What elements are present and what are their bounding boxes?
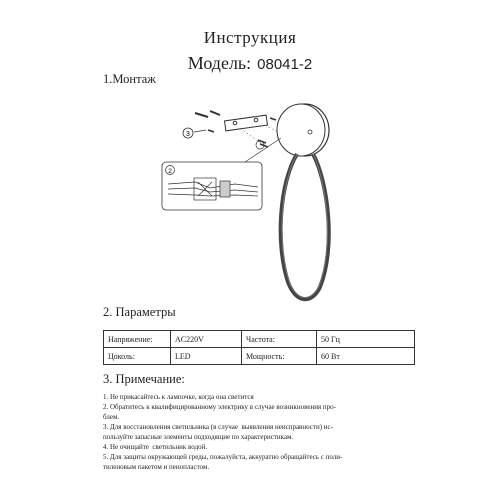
model-row [0, 53, 500, 74]
list-item: 5. Для защиты окружающей среды, пожалуйста, аккуратно обращайтесь с поли- [103, 453, 343, 461]
param-value-socket: LED [171, 348, 242, 365]
model-number: 08041-2 [257, 56, 313, 73]
step-3-label: 3 [186, 131, 190, 138]
params-table [103, 330, 415, 365]
list-item: 2. Обратитесь к квалифицированному электрику в случае возникновения про- [103, 403, 336, 411]
canopy-icon [277, 104, 329, 156]
param-value-frequency: 50 Гц [317, 331, 415, 348]
wiring-detail-box [162, 162, 262, 210]
mounting-diagram [150, 92, 390, 312]
param-label-socket: Цоколь: [104, 348, 171, 365]
step-2-label: 2 [168, 168, 172, 175]
list-item: тиленовым пакетом и пенопластом. [103, 463, 210, 471]
mounting-bracket-icon [225, 115, 268, 131]
table-row [104, 348, 415, 365]
list-item: 3. Для восстановления светильника (в случае выявления неисправности) ис- [103, 423, 333, 431]
table-row [104, 331, 415, 348]
list-item: 4. Не очищайте светильник водой. [103, 443, 208, 451]
screw-icon [195, 111, 220, 117]
page-title: Инструкция [203, 28, 297, 47]
param-label-voltage: Напряжение: [104, 331, 171, 348]
section-notes-heading: 3. Примечание: [103, 372, 185, 386]
param-label-power: Мощность: [242, 348, 317, 365]
model-label: Модель: [187, 53, 252, 73]
section-params-heading: 2. Параметры [103, 305, 176, 319]
param-value-power: 60 Вт [317, 348, 415, 365]
list-item: 1. Не прикасайтесь к лампочке, когда она светится [103, 393, 254, 401]
param-label-frequency: Частота: [242, 331, 317, 348]
notes-list [103, 392, 403, 472]
list-item: пользуйте запасные элементы подходящие по характеристикам. [103, 433, 294, 441]
lamp-ring-icon [281, 154, 329, 299]
param-value-voltage: AC220V [171, 331, 242, 348]
list-item: блем. [103, 413, 120, 421]
section-mount-heading: 1.Монтаж [103, 72, 156, 86]
